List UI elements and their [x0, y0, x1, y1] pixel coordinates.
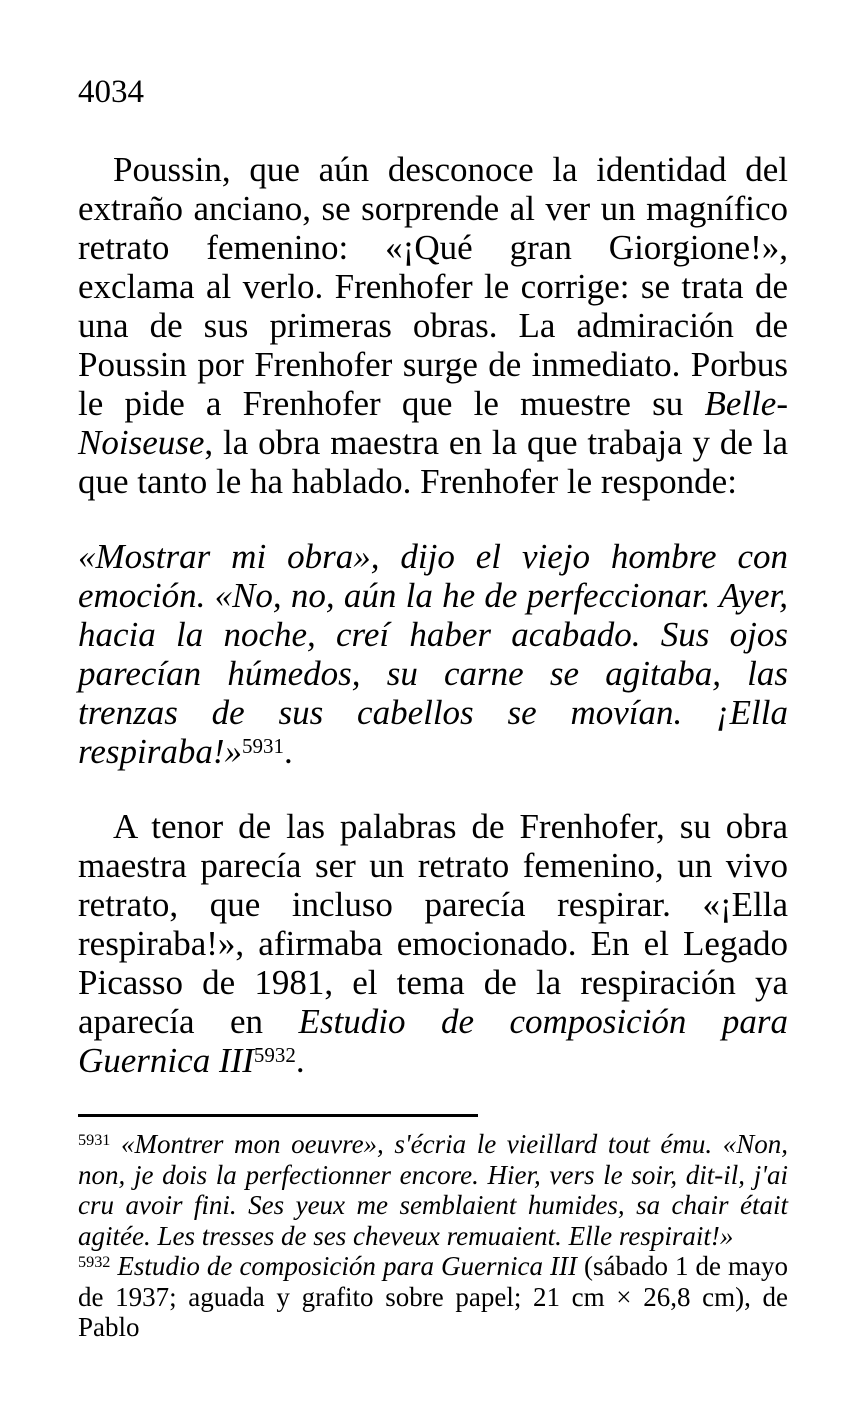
text-run: Estudio de composición para Guernica III [117, 1251, 577, 1281]
footnote-marker: 5931 [78, 1131, 111, 1150]
footnote-separator [78, 1114, 478, 1117]
footnote-5932 [78, 1251, 788, 1343]
footnote-marker: 5932 [78, 1253, 111, 1272]
text-run: «Montrer mon oeuvre», s'écria le vieillard tout ému. «Non, non, je dois la perfectionner encore. Hier, vers le soir, dit-il, j'ai cru avoir fini. Ses yeux me semblaient humides, sa chair était agitée. Les tresses de ses cheveux remuaient. Elle respirait!» [78, 1129, 788, 1251]
footnotes-section [78, 1114, 788, 1343]
text-run: . [283, 732, 293, 771]
footnote-ref[interactable]: 5932 [253, 1042, 296, 1067]
paragraph-poussin [78, 150, 788, 501]
text-run: «Mostrar mi obra», dijo el viejo hombre con emoción. «No, no, aún la he de perfeccionar. Ayer, hacia la noche, creí haber acabado. Sus ojos parecían húmedos, su carne se agitaba, las trenzas de sus cabellos se movían. ¡Ella respiraba!» [78, 537, 788, 771]
text-run: (sábado 1 de mayo de 1937; aguada y grafito sobre papel; 21 cm × 26,8 cm), de Pablo [78, 1251, 789, 1342]
quote-paragraph [78, 537, 788, 771]
text-run: . [295, 1041, 305, 1080]
text-run: Estudio de composición para Guernica III [78, 1002, 788, 1080]
text-run: Poussin, que aún desconoce la identidad del extraño anciano, se sorprende al ver un magnífico retrato femenino: «¡Qué gran Giorgione!», exclama al verlo. Frenhofer le corrige: se trata de una de sus primeras obras. La admiración de Poussin por Frenhofer surge de inmediato. Porbus le pide a Frenhofer que le muestre su [78, 150, 788, 423]
page-number: 4034 [78, 74, 144, 110]
page-body [78, 150, 788, 1080]
footnote-ref[interactable]: 5931 [241, 733, 284, 758]
text-run: Belle-Noiseuse [78, 384, 788, 462]
paragraph-a-tenor [78, 807, 788, 1080]
footnote-5931 [78, 1129, 788, 1251]
text-run: , la obra maestra en la que trabaja y de la que tanto le ha hablado. Frenhofer le responde: [78, 423, 788, 501]
text-run: A tenor de las palabras de Frenhofer, su obra maestra parecía ser un retrato femenino, un vivo retrato, que incluso parecía respirar. «¡Ella respiraba!», afirmaba emocionado. En el Legado Picasso de 1981, el tema de la respiración ya aparecía en [78, 807, 788, 1041]
